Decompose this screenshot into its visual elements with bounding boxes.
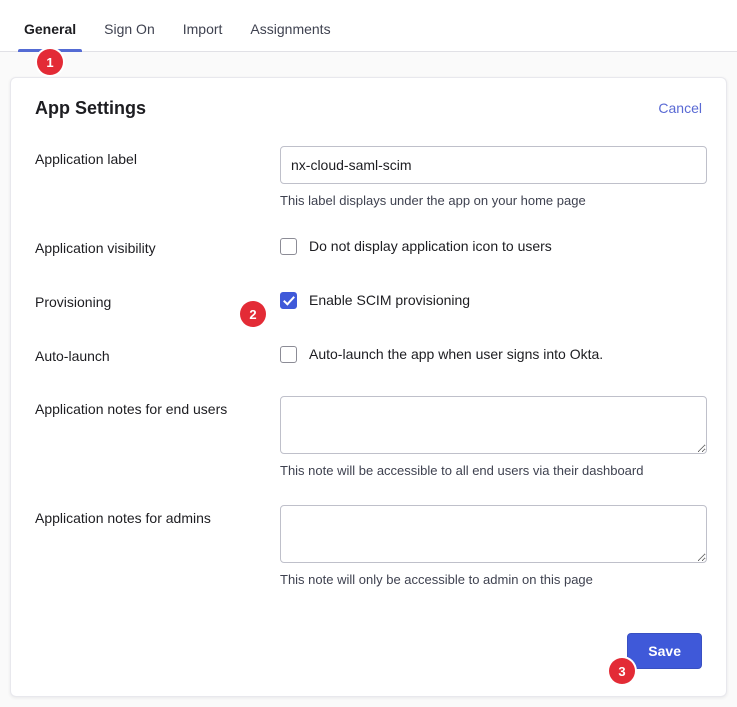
row-provisioning [11, 289, 726, 311]
row-application-visibility [11, 235, 726, 257]
auto-launch-label: Auto-launch [35, 348, 110, 364]
app-settings-form [11, 146, 726, 589]
application-visibility-label: Application visibility [35, 240, 156, 256]
app-settings-card [10, 77, 727, 697]
application-visibility-field [280, 235, 702, 257]
notes-admins-label: Application notes for admins [35, 510, 211, 526]
notes-end-users-hint: This note will be accessible to all end users via their dashboard [280, 463, 644, 478]
tab-bar [0, 0, 737, 52]
tab-assignments-label: Assignments [250, 21, 331, 37]
tab-sign-on[interactable] [90, 21, 169, 51]
cancel-link[interactable]: Cancel [658, 100, 702, 116]
auto-launch-checkbox-row[interactable] [280, 343, 702, 365]
enable-scim-provisioning-checkbox[interactable] [280, 292, 297, 309]
notes-end-users-label: Application notes for end users [35, 401, 228, 417]
application-visibility-checkbox[interactable] [280, 238, 297, 255]
tab-sign-on-label: Sign On [104, 21, 155, 37]
auto-launch-checkbox-label: Auto-launch the app when user signs into Okta. [309, 346, 604, 362]
notes-admins-field [280, 505, 707, 589]
provisioning-field [280, 289, 702, 311]
save-button[interactable]: Save [627, 633, 702, 669]
tab-general-label: General [24, 21, 77, 37]
step-badge-3: 3 [609, 658, 635, 684]
step-badge-2: 2 [240, 301, 266, 327]
application-visibility-checkbox-label: Do not display application icon to users [309, 238, 552, 254]
tab-import-label: Import [182, 21, 223, 37]
enable-scim-provisioning-label: Enable SCIM provisioning [309, 292, 471, 308]
application-label-label: Application label [35, 151, 137, 167]
application-label-input[interactable] [280, 146, 707, 184]
tab-assignments[interactable] [236, 21, 344, 51]
row-auto-launch [11, 343, 726, 365]
auto-launch-field [280, 343, 702, 365]
tab-general[interactable] [10, 21, 90, 51]
application-label-field [280, 146, 707, 210]
provisioning-checkbox-row[interactable] [280, 289, 702, 311]
row-notes-admins [11, 505, 726, 589]
notes-admins-textarea[interactable] [280, 505, 707, 563]
step-badge-1: 1 [37, 49, 63, 75]
application-label-hint: This label displays under the app on your home page [280, 193, 586, 208]
page-title: App Settings [35, 98, 146, 118]
notes-end-users-textarea[interactable] [280, 396, 707, 454]
row-notes-end-users [11, 396, 726, 480]
provisioning-label: Provisioning [35, 294, 112, 310]
auto-launch-checkbox[interactable] [280, 346, 297, 363]
notes-end-users-field [280, 396, 707, 480]
notes-admins-hint: This note will only be accessible to admin on this page [280, 572, 593, 587]
tab-import[interactable] [169, 21, 237, 51]
row-application-label [11, 146, 726, 210]
application-visibility-checkbox-row[interactable] [280, 235, 702, 257]
